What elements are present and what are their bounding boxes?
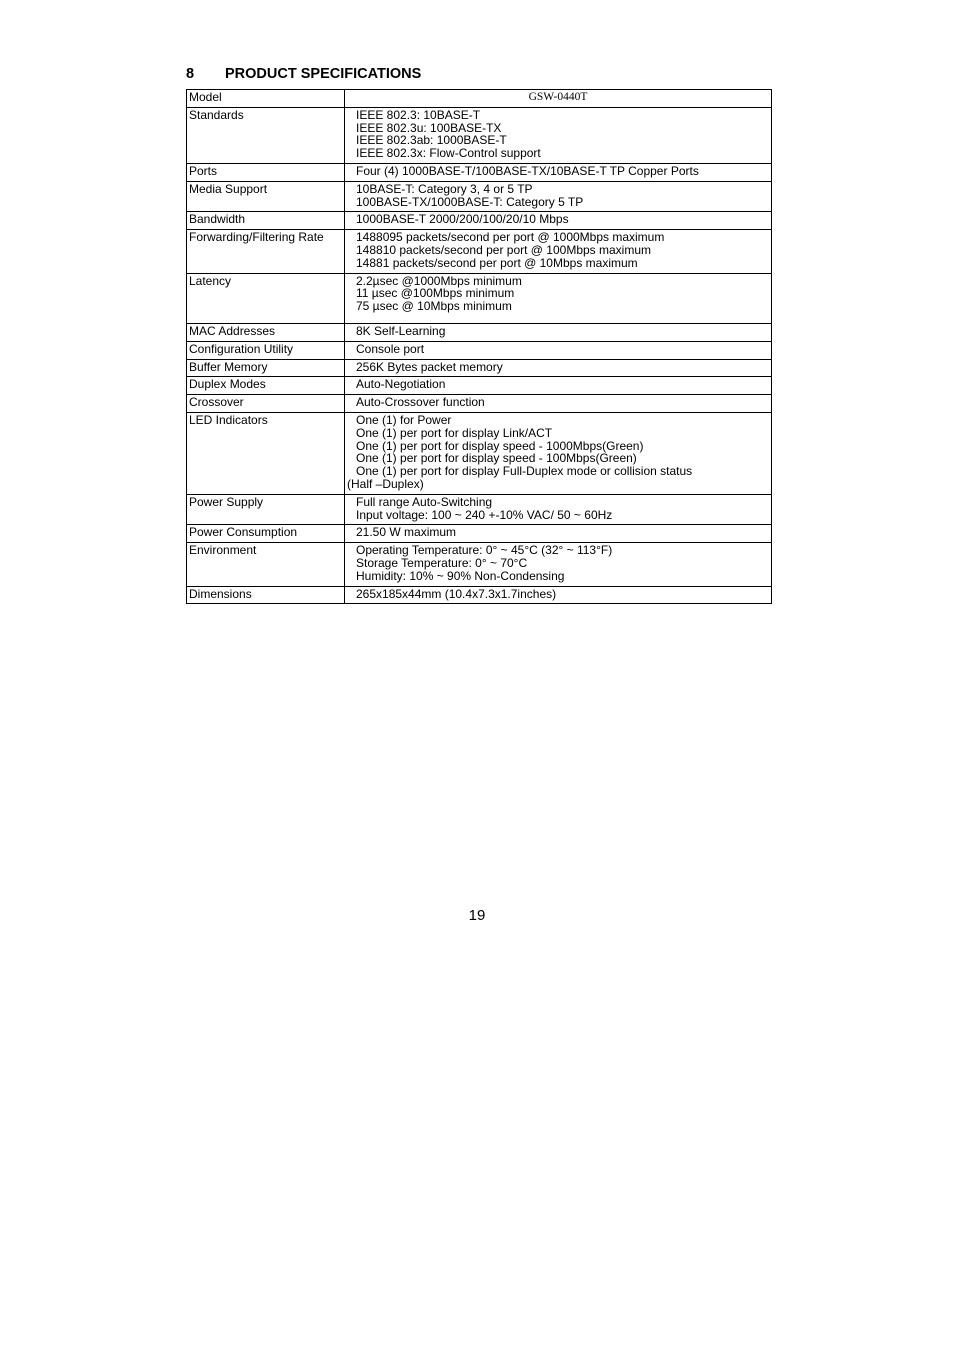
spec-label-crossover: Crossover [187, 395, 345, 413]
table-row [187, 525, 772, 543]
spec-label-led-indicators: LED Indicators [187, 412, 345, 494]
table-row [187, 212, 772, 230]
table-row [187, 377, 772, 395]
spec-value-duplex-modes [345, 377, 772, 395]
spec-value-configuration-utility [345, 341, 772, 359]
spec-label-bandwidth: Bandwidth [187, 212, 345, 230]
spec-value-line: Auto-Negotiation [356, 377, 446, 392]
spec-value-led-indicators [345, 412, 772, 494]
spec-value-line: IEEE 802.3: 10BASE-T [356, 107, 481, 122]
spec-value-line: 265x185x44mm (10.4x7.3x1.7inches) [356, 586, 557, 601]
section-number: 8 [186, 66, 195, 82]
spec-value-line: Console port [356, 341, 425, 356]
spec-label-media-support: Media Support [187, 181, 345, 212]
spec-label-standards: Standards [187, 107, 345, 163]
spec-value-line: One (1) per port for display speed - 1000Mbps(Green) [356, 438, 644, 453]
spec-label-buffer-memory: Buffer Memory [187, 359, 345, 377]
spec-value-line: 10BASE-T: Category 3, 4 or 5 TP [356, 181, 533, 196]
table-row [187, 273, 772, 323]
spec-value-line: 21.50 W maximum [356, 525, 457, 540]
spec-value-line: One (1) per port for display speed - 100Mbps(Green) [356, 451, 637, 466]
page-number: 19 [468, 907, 486, 924]
spec-value-line: Storage Temperature: 0° ~ 70°C [356, 555, 528, 570]
spec-value-power-supply [345, 494, 772, 525]
table-row [187, 323, 772, 341]
table-row [187, 494, 772, 525]
spec-label-forwarding-rate: Forwarding/Filtering Rate [187, 230, 345, 273]
spec-label-latency: Latency [187, 273, 345, 323]
spec-value-line: 1000BASE-T 2000/200/100/20/10 Mbps [356, 212, 569, 227]
spec-label-power-supply: Power Supply [187, 494, 345, 525]
table-row [187, 543, 772, 586]
spec-label-power-consumption: Power Consumption [187, 525, 345, 543]
spec-value-line: 11 µsec @100Mbps minimum [356, 286, 515, 301]
spec-value-line: Auto-Crossover function [356, 395, 485, 410]
spec-value-standards [345, 107, 772, 163]
spec-label-duplex-modes: Duplex Modes [187, 377, 345, 395]
spec-value-line: Humidity: 10% ~ 90% Non-Condensing [356, 568, 565, 583]
spec-value-line: Four (4) 1000BASE-T/100BASE-TX/10BASE-T TP Copper Ports [356, 163, 699, 178]
spec-value-line: 14881 packets/second per port @ 10Mbps maximum [356, 255, 638, 270]
spec-label-configuration-utility: Configuration Utility [187, 341, 345, 359]
section-heading [186, 65, 421, 83]
spec-label-dimensions: Dimensions [187, 586, 345, 604]
spec-value-dimensions [345, 586, 772, 604]
spec-value-line: 148810 packets/second per port @ 100Mbps maximum [356, 242, 652, 257]
spec-value-buffer-memory [345, 359, 772, 377]
spec-value-line: 100BASE-TX/1000BASE-T: Category 5 TP [356, 194, 584, 209]
spec-label-mac-addresses: MAC Addresses [187, 323, 345, 341]
table-row [187, 181, 772, 212]
spec-value-power-consumption [345, 525, 772, 543]
spec-value-media-support [345, 181, 772, 212]
spec-value-line: (Half –Duplex) [347, 476, 424, 491]
spec-value-environment [345, 543, 772, 586]
table-row [187, 341, 772, 359]
spec-value-mac-addresses [345, 323, 772, 341]
spec-label-environment: Environment [187, 543, 345, 586]
table-row [187, 107, 772, 163]
spec-value-line: 75 µsec @ 10Mbps minimum [356, 299, 512, 314]
spec-value-line: IEEE 802.3u: 100BASE-TX [356, 120, 502, 135]
spec-value-line: 256K Bytes packet memory [356, 359, 503, 374]
spec-value-line: IEEE 802.3x: Flow-Control support [356, 146, 541, 161]
spec-value-line: One (1) per port for display Full-Duplex mode or collision status [356, 464, 693, 479]
spec-value-forwarding-rate [345, 230, 772, 273]
spec-value-line: One (1) for Power [356, 412, 452, 427]
spec-value-line: Input voltage: 100 ~ 240 +-10% VAC/ 50 ~ 60Hz [356, 507, 613, 522]
spec-value-line: 8K Self-Learning [356, 323, 446, 338]
spec-label-model: Model [187, 90, 345, 108]
specifications-table [186, 89, 772, 604]
spec-value-ports [345, 163, 772, 181]
spec-label-ports: Ports [187, 163, 345, 181]
table-row [187, 359, 772, 377]
spec-value-line: Operating Temperature: 0° ~ 45°C (32° ~ 113°F) [356, 543, 613, 558]
table-row [187, 90, 772, 108]
spec-value-latency [345, 273, 772, 323]
spec-value-bandwidth [345, 212, 772, 230]
spec-value-model [345, 90, 772, 108]
table-row [187, 230, 772, 273]
table-row [187, 586, 772, 604]
table-row [187, 163, 772, 181]
spec-value-line: IEEE 802.3ab: 1000BASE-T [356, 133, 507, 148]
spec-value-line: Full range Auto-Switching [356, 494, 493, 509]
table-row [187, 395, 772, 413]
spec-value-line: 2.2µsec @1000Mbps minimum [356, 273, 522, 288]
table-row [187, 412, 772, 494]
spec-value-line: GSW-0440T [528, 91, 588, 103]
spec-value-line: 1488095 packets/second per port @ 1000Mbps maximum [356, 230, 665, 245]
spec-value-line: One (1) per port for display Link/ACT [356, 425, 553, 440]
section-title: PRODUCT SPECIFICATIONS [225, 66, 422, 82]
spec-value-crossover [345, 395, 772, 413]
